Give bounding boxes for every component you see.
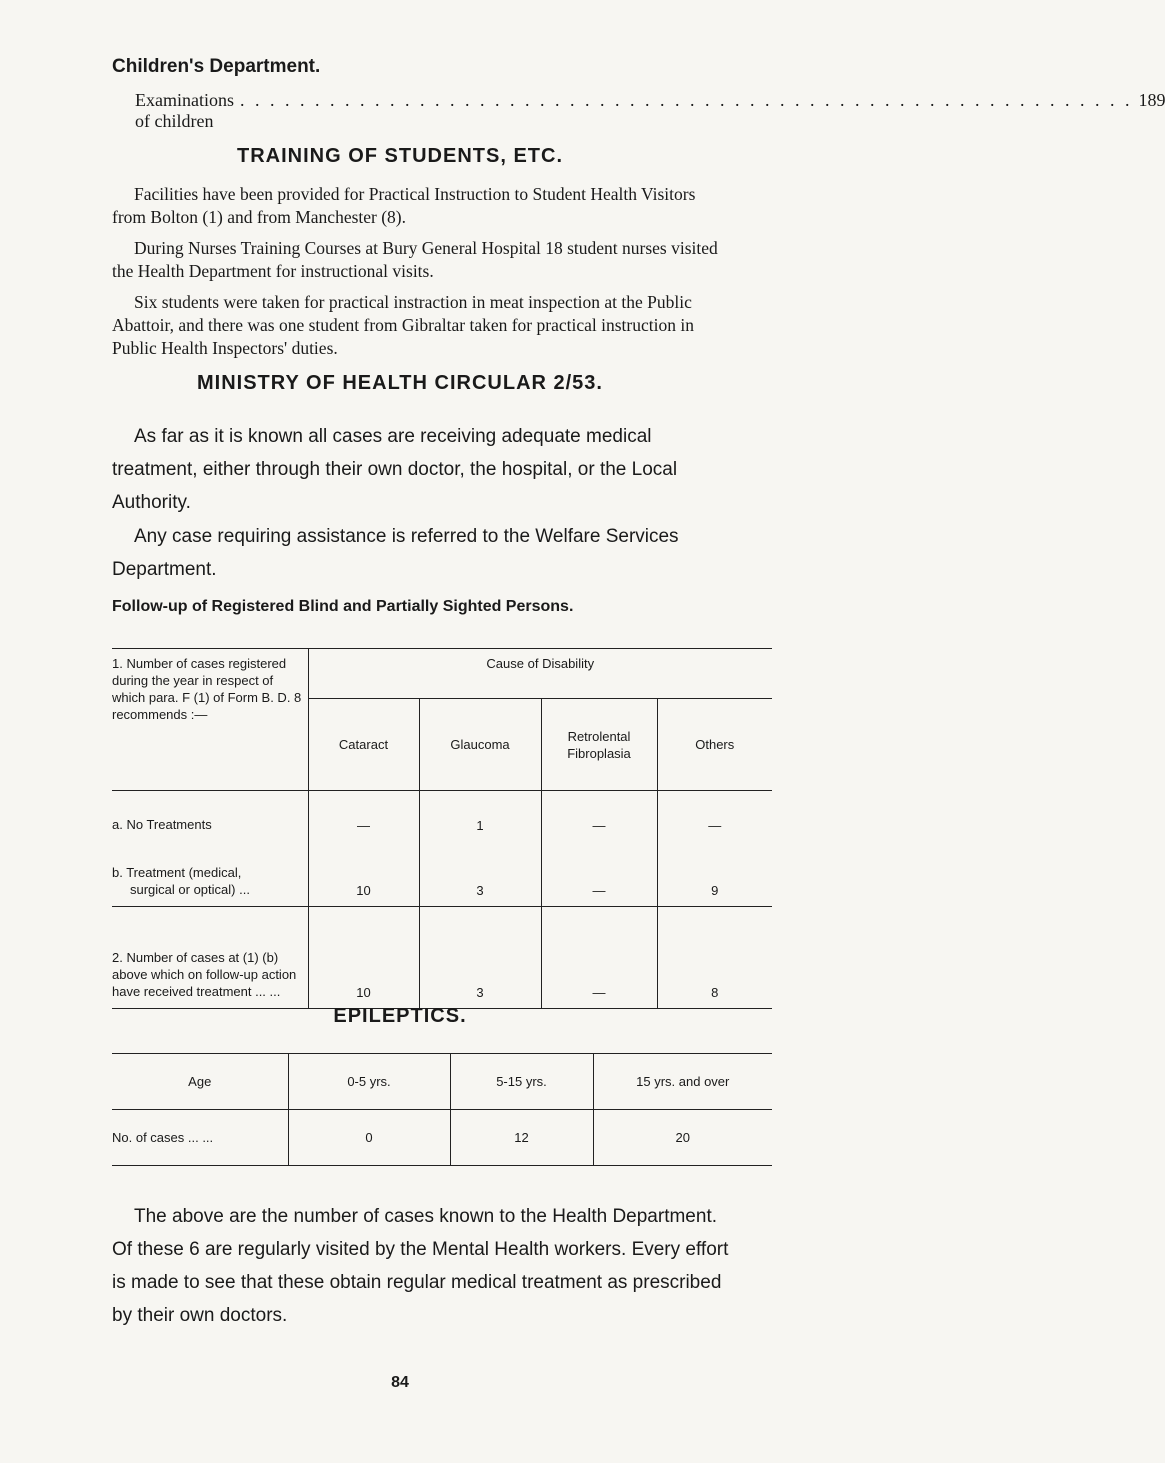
row-b-glaucoma: 3 (419, 841, 541, 907)
ministry-title: MINISTRY OF HEALTH CIRCULAR 2/53. (197, 372, 603, 394)
cases-15-plus: 20 (593, 1110, 772, 1166)
row-a-retrolental: — (541, 791, 657, 841)
row-b-retrolental: — (541, 841, 657, 907)
ministry-paragraph-1: As far as it is known all cases are receiving adequate medical treatment, either through their own doctor, the hospital, or the Local Authority. (112, 426, 678, 513)
row-a-label: a. No Treatments (112, 791, 308, 841)
epileptics-title: EPILEPTICS. (333, 1005, 467, 1027)
row2-cataract: 10 (308, 907, 419, 1009)
row-a-others: — (657, 791, 772, 841)
cases-label: No. of cases ... ... (112, 1110, 288, 1166)
cases-0-5: 0 (288, 1110, 450, 1166)
toc-label: Examinations of children (135, 90, 234, 131)
training-paragraph-3: Six students were taken for practical instraction in meat inspection at the Public Abattoir, and there was one student from Gibraltar taken for practical instruction in Public Health Inspectors' duties. (112, 292, 694, 358)
col-glaucoma: Glaucoma (419, 699, 541, 791)
row2-glaucoma: 3 (419, 907, 541, 1009)
cause-of-disability-header: Cause of Disability (308, 649, 772, 699)
age-group-5-15: 5-15 yrs. (450, 1054, 593, 1110)
row-b-others: 9 (657, 841, 772, 907)
followup-title: Follow-up of Registered Blind and Partially Sighted Persons. (112, 598, 574, 615)
training-title: TRAINING OF STUDENTS, ETC. (237, 145, 563, 167)
col-cataract: Cataract (308, 699, 419, 791)
blind-followup-table (112, 648, 772, 1009)
row-b-label (112, 841, 308, 907)
age-label: Age (112, 1054, 288, 1110)
toc-entry (135, 90, 1165, 132)
age-group-0-5: 0-5 yrs. (288, 1054, 450, 1110)
toc-page: 189 (1138, 90, 1165, 110)
row-b-label-line-1: b. Treatment (medical, (112, 865, 242, 880)
row2-others: 8 (657, 907, 772, 1009)
age-group-15-plus: 15 yrs. and over (593, 1054, 772, 1110)
row-a-cataract: — (308, 791, 419, 841)
row-b-cataract: 10 (308, 841, 419, 907)
row-a-glaucoma: 1 (419, 791, 541, 841)
row-b-label-line-2: surgical or optical) ... (130, 882, 250, 897)
ministry-paragraph-2: Any case requiring assistance is referred to the Welfare Services Department. (112, 526, 679, 580)
col-retrolental: Retrolental Fibroplasia (541, 699, 657, 791)
department-heading: Children's Department. (112, 56, 321, 77)
page-number: 84 (391, 1374, 409, 1391)
training-paragraph-1: Facilities have been provided for Practical Instruction to Student Health Visitors from Bolton (1) and from Manchester (8). (112, 184, 696, 227)
cases-5-15: 12 (450, 1110, 593, 1166)
row1-label: 1. Number of cases registered during the year in respect of which para. F (1) of Form B. D. 8 recommends :— (112, 649, 308, 791)
toc-leader-dots: . . . . . . . . . . . . . . . . . . . . . . . . . . . . . . . . . . . . . . . . . . . . . . . . . . . . . . . . . . . . (239, 90, 1133, 110)
col-others: Others (657, 699, 772, 791)
row2-label: 2. Number of cases at (1) (b) above which on follow-up action have received treatment ... ... (112, 907, 308, 1009)
epileptics-paragraph: The above are the number of cases known to the Health Department. Of these 6 are regularly visited by the Mental Health workers. Every effort is made to see that these obtain regular medical treatment as prescribed by their own doctors. (112, 1206, 729, 1326)
epileptics-table (112, 1053, 772, 1166)
training-paragraph-2: During Nurses Training Courses at Bury General Hospital 18 student nurses visited the Health Department for instructional visits. (112, 238, 718, 281)
row2-retrolental: — (541, 907, 657, 1009)
